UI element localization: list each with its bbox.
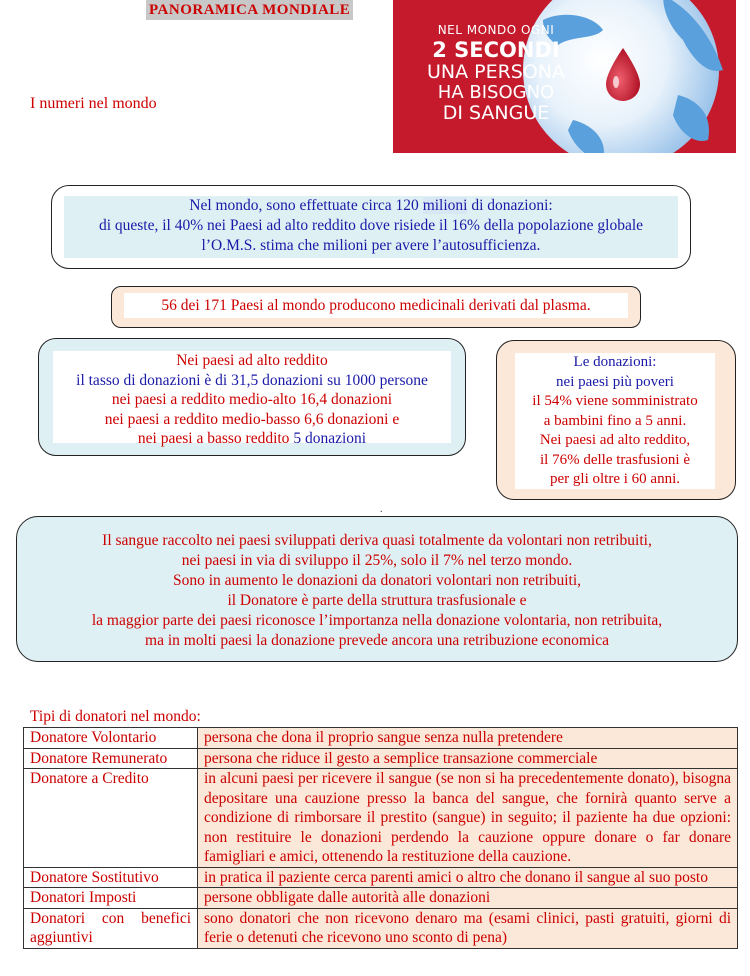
voluntary-line-6: ma in molti paesi la donazione prevede ancora una retribuzione economica [145,632,609,649]
global-donations-line-1 [64,196,678,216]
donor-description-cell: persona che riduce il gesto a semplice transazione commerciale [198,748,738,769]
table-row [24,728,738,749]
banner-line-2: 2 SECONDI [432,38,560,62]
recipients-line-4: a bambini fino a 5 anni. [543,412,687,429]
voluntary-line-5: la maggior parte dei paesi riconosce l’importanza nella donazione volontaria, non retribuita, [91,612,663,629]
donor-description-cell: persona che dona il proprio sangue senza nulla pretendere [198,728,738,749]
voluntary-donation-box [16,516,738,662]
table-row [24,888,738,909]
separator-dot: . [380,504,383,515]
banner-line-4: HA BISOGNO [437,82,555,103]
donation-rate-line-5 [53,429,451,449]
global-donations-line-3: l’O.M.S. stima che milioni per avere l’autosufficienza. [201,237,541,254]
voluntary-line-1: Il sangue raccolto nei paesi sviluppati deriva quasi totalmente da volontari non retribuiti, [102,532,652,549]
voluntary-line-4: il Donatore è parte della struttura trasfusionale e [227,592,527,609]
page-title: PANORAMICA MONDIALE [146,0,353,20]
line-text: 5 donazioni [293,430,367,447]
donor-type-cell: Donatori Imposti [24,888,198,909]
table-row [24,867,738,888]
recipients-line-5: Nei paesi ad alto reddito, [539,432,691,448]
table-row [24,748,738,769]
table-row [24,769,738,868]
donor-type-cell: Donatori con benefici aggiuntivi [24,908,198,948]
donation-recipients-box [496,340,736,500]
donor-description-cell: persone obbligate dalle autorità alle donazioni [198,888,738,909]
global-donations-line-2: di queste, il 40% nei Paesi ad alto reddito dove risiede il 16% della popolazione globale [98,217,644,234]
line-text: Nel mondo, sono effettuate circa 120 [189,197,423,214]
table-row [24,908,738,948]
voluntary-line-2: nei paesi in via di sviluppo il 25%, solo il 7% nel terzo mondo. [181,552,573,569]
donor-type-cell: Donatore Sostitutivo [24,867,198,888]
recipients-line-7: per gli oltre i 60 anni. [550,471,680,487]
line-text: nei paesi a basso reddito [137,430,294,447]
page-subtitle: I numeri nel mondo [30,95,157,112]
blood-donation-banner [393,0,736,153]
donation-rate-line-2: il tasso di donazioni è di 31,5 donazioni su 1000 persone [76,371,428,389]
recipients-line-6: il 76% delle trasfusioni è [540,451,690,468]
recipients-line-2: nei paesi più poveri [556,373,674,390]
banner-line-5: DI SANGUE [442,102,550,124]
donor-description-cell: in pratica il paziente cerca parenti amici o altro che donano il sangue al suo posto [198,867,738,888]
donor-description-cell: sono donatori che non ricevono denaro ma (esami clinici, pasti gratuiti, giorni di ferie o detenuti che ricevono uno sconto di pena) [198,908,738,948]
donation-rate-line-4: nei paesi a reddito medio-basso 6,6 donazioni e [104,410,400,428]
donor-type-cell: Donatore a Credito [24,769,198,868]
global-donations-box [51,185,691,269]
recipients-line-1: Le donazioni: [573,354,657,370]
donation-rate-box [38,338,466,456]
donation-rate-line-3: nei paesi a reddito medio-alto 16,4 donazioni [111,391,393,408]
donor-types-table [23,727,738,949]
donation-rate-line-1: Nei paesi ad alto reddito [176,352,328,369]
voluntary-line-3: Sono in aumento le donazioni da donatori volontari non retribuiti, [172,572,582,589]
plasma-text: 56 dei 171 Paesi al mondo producono medicinali derivati dal plasma. [124,293,628,318]
banner-line-3: UNA PERSONA [426,61,566,83]
donor-description-cell: in alcuni paesi per ricevere il sangue (se non si ha precedentemente donato), bisogna depositare una cauzione presso la banca del sangue, che fornirà quanto serve a condizione di rimborsare il prestito (sangue) in seguito; il paziente ha due opzioni: non restituire le donazioni perdendo la cauzione oppure donare o far donare famigliari e amici, ottenendo la restituzione della cauzione. [198,769,738,868]
recipients-line-3: il 54% viene somministrato [532,393,698,409]
highlighted-word: milioni [422,197,468,214]
line-text: di donazioni: [467,197,553,214]
donor-type-cell: Donatore Volontario [24,728,198,749]
donor-table-title: Tipi di donatori nel mondo: [30,708,201,725]
plasma-box [111,286,641,328]
donor-type-cell: Donatore Remunerato [24,748,198,769]
banner-line-1: NEL MONDO OGNI [437,23,555,37]
